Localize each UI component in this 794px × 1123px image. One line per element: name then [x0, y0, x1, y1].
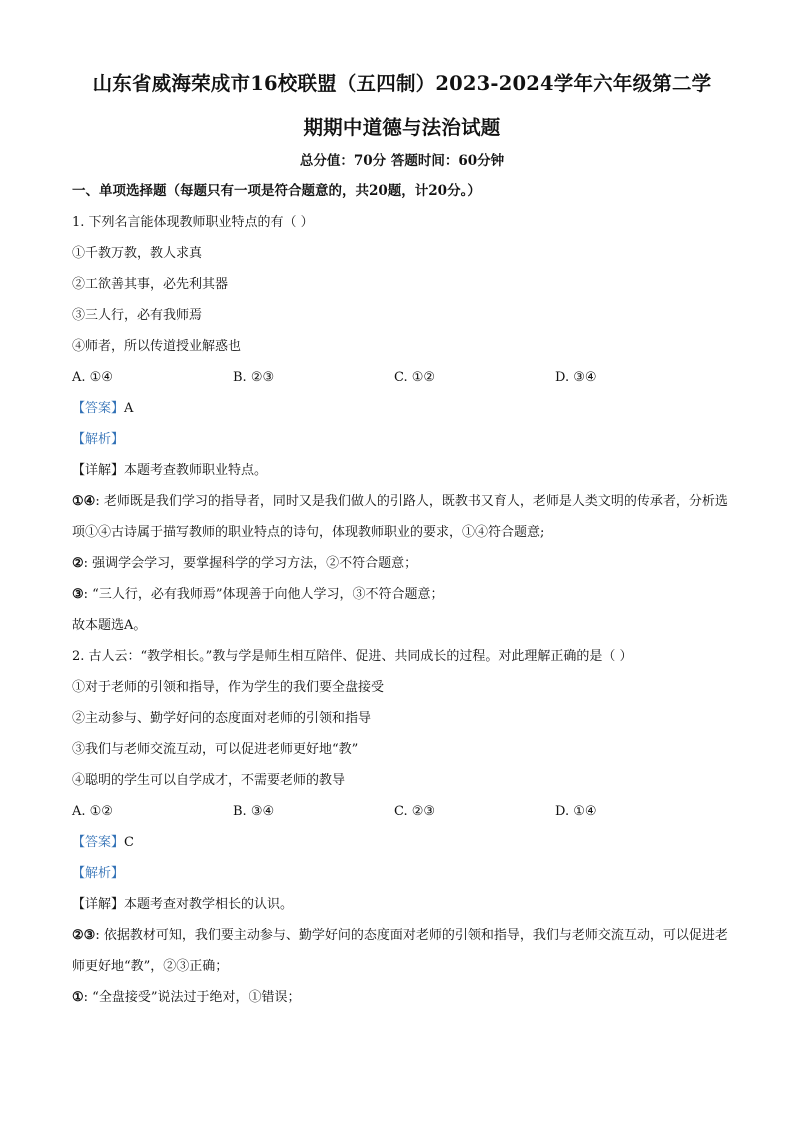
option-a: A. ①④ — [72, 370, 113, 385]
answer-value: C — [124, 835, 134, 850]
choice-options — [72, 796, 732, 827]
explanation-text: : “全盘接受”说法过于绝对，①错误； — [83, 990, 301, 1005]
explanation-text: : 老师既是我们学习的指导者，同时又是我们做人的引路人，既教书又育人，老师是人类文明的传承者，分析选项①④古诗属于描写教师的职业特点的诗句，体现教师职业的要求，①④符合题意; — [72, 494, 728, 540]
explanation-number: ①④ — [72, 494, 96, 509]
explanation-number: ① — [72, 990, 84, 1005]
choice-options — [72, 362, 732, 393]
exam-title-line1: 山东省威海荣成市16校联盟（五四制）2023-2024学年六年级第二学 — [92, 72, 712, 95]
statement-item: ③三人行，必有我师焉 — [72, 308, 203, 323]
answer-value: A — [124, 401, 134, 416]
option-a: A. ①② — [72, 804, 113, 819]
statement-item: ①对于老师的引领和指导，作为学生的我们要全盘接受 — [72, 680, 385, 695]
detail-line — [72, 455, 732, 486]
option-b: B. ③④ — [233, 804, 275, 819]
option-d: D. ①④ — [555, 804, 597, 819]
detail-text: 本题考查教师职业特点。 — [124, 463, 268, 478]
statement-item: ④师者，所以传道授业解惑也 — [72, 339, 242, 354]
question-1 — [72, 207, 732, 641]
detail-tag: 【详解】 — [72, 463, 125, 478]
explanation-text: : “三人行，必有我师焉”体现善于向他人学习，③不符合题意； — [83, 587, 444, 602]
answer-tag: 【答案】 — [72, 401, 125, 416]
explanation-number: ②③ — [72, 928, 96, 943]
explanation-paragraph — [72, 548, 732, 579]
conclusion-line: 故本题选A。 — [72, 618, 147, 633]
explanation-text: : 依据教材可知，我们要主动参与、勤学好问的态度面对老师的引领和指导，我们与老师交流互动，可以促进老师更好地“教”，②③正确； — [72, 928, 728, 974]
explanation-number: ② — [72, 556, 84, 571]
option-b: B. ②③ — [233, 370, 275, 385]
section-heading: 一、单项选择题（每题只有一项是符合题意的，共20题，计20分。） — [72, 183, 481, 199]
analysis-line — [72, 424, 732, 455]
question-2 — [72, 641, 732, 1013]
statement-item: ②主动参与、勤学好问的态度面对老师的引领和指导 — [72, 711, 372, 726]
statement-item: ②工欲善其事，必先利其器 — [72, 277, 229, 292]
statement-item: ①千教万教，教人求真 — [72, 246, 203, 261]
detail-tag: 【详解】 — [72, 897, 125, 912]
analysis-tag: 【解析】 — [72, 432, 125, 447]
option-c: C. ②③ — [394, 804, 436, 819]
answer-line — [72, 827, 732, 858]
detail-text: 本题考查对教学相长的认识。 — [124, 897, 294, 912]
answer-line — [72, 393, 732, 424]
exam-title-line2: 期期中道德与法治试题 — [303, 116, 501, 139]
explanation-paragraph — [72, 920, 732, 982]
option-d: D. ③④ — [555, 370, 597, 385]
option-c: C. ①② — [394, 370, 436, 385]
exam-page — [72, 62, 732, 1013]
explanation-text: : 强调学会学习，要掌握科学的学习方法，②不符合题意； — [83, 556, 418, 571]
answer-tag: 【答案】 — [72, 835, 125, 850]
exam-subtitle: 总分值：70分 答题时间：60分钟 — [299, 153, 505, 169]
analysis-tag: 【解析】 — [72, 866, 125, 881]
explanation-paragraph — [72, 486, 732, 548]
question-stem: 1. 下列名言能体现教师职业特点的有（ ） — [72, 215, 314, 230]
statement-item: ③我们与老师交流互动，可以促进老师更好地“教” — [72, 742, 359, 757]
explanation-paragraph — [72, 982, 732, 1013]
explanation-paragraph — [72, 579, 732, 610]
analysis-line — [72, 858, 732, 889]
detail-line — [72, 889, 732, 920]
explanation-number: ③ — [72, 587, 84, 602]
statement-item: ④聪明的学生可以自学成才，不需要老师的教导 — [72, 773, 346, 788]
question-stem: 2. 古人云：“教学相长。”教与学是师生相互陪伴、促进、共同成长的过程。对此理解正确的是（ ） — [72, 649, 633, 664]
